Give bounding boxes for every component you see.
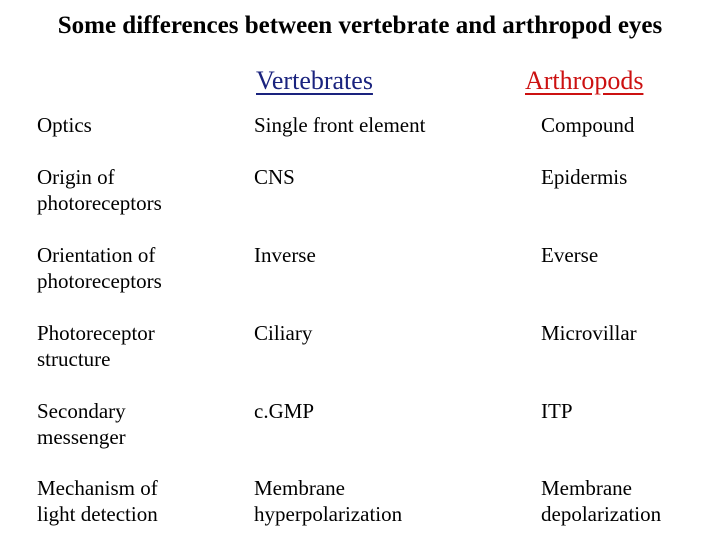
vertebrate-value: Membrane hyperpolarization <box>254 476 403 526</box>
vertebrate-value: c.GMP <box>254 399 315 423</box>
feature-label: Origin of photoreceptors <box>37 165 162 215</box>
vertebrate-value: Ciliary <box>254 321 313 345</box>
vertebrates-column-heading: Vertebrates <box>256 66 373 95</box>
arthropod-value: Microvillar <box>541 321 637 345</box>
arthropod-value: Membrane depolarization <box>541 476 662 526</box>
arthropods-column-heading: Arthropods <box>525 66 644 95</box>
slide-title: Some differences between vertebrate and arthropod eyes <box>57 12 663 39</box>
arthropod-value: ITP <box>541 399 573 423</box>
arthropod-value: Everse <box>541 243 599 267</box>
feature-label: Secondary messenger <box>37 399 126 449</box>
vertebrate-value: CNS <box>254 165 295 189</box>
vertebrate-value: Inverse <box>254 243 316 267</box>
vertebrate-value: Single front element <box>254 113 426 137</box>
feature-label: Photoreceptor structure <box>37 321 155 371</box>
feature-label: Orientation of photoreceptors <box>37 243 162 293</box>
feature-label: Mechanism of light detection <box>37 476 158 526</box>
arthropod-value: Compound <box>541 113 635 137</box>
feature-label: Optics <box>37 113 92 137</box>
arthropod-value: Epidermis <box>541 165 628 189</box>
